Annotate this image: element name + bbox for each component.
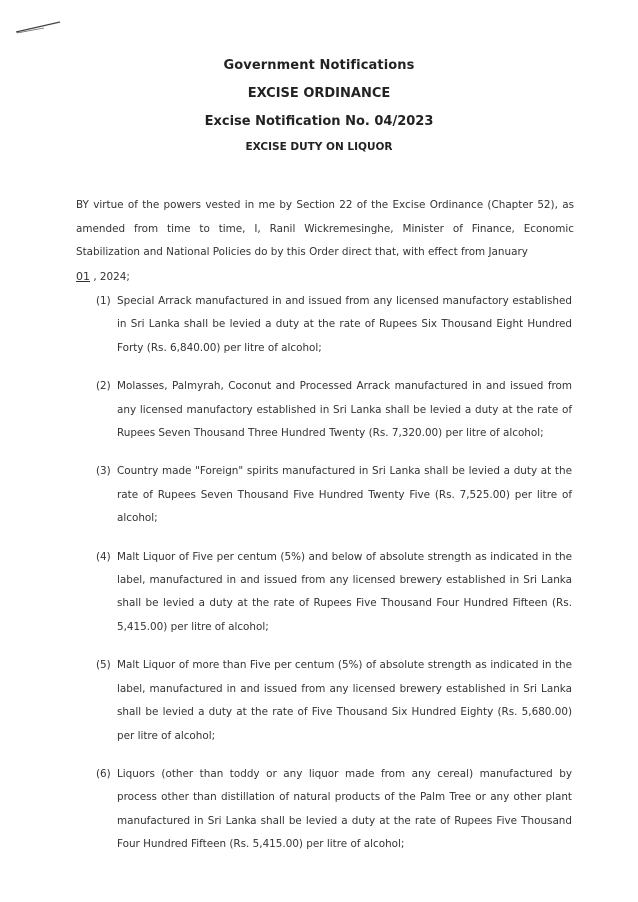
clause-item	[96, 375, 572, 445]
handwritten-date-day: 01	[76, 269, 90, 283]
intro-paragraph	[76, 194, 574, 289]
header-government-notifications: Government Notifications	[223, 58, 415, 73]
clause-text: Liquors (other than toddy or any liquor made from any cereal) manufactured by process other than distillation of natural products of the Palm Tree or any other plant manufactured in Sri Lanka shall be levied a duty at the rate of Rupees Five Thousand Four Hundred Fifteen (Rs. 5,415.00) per litre of alcohol;	[117, 767, 572, 851]
clause-item	[96, 763, 572, 857]
pen-stroke-mark	[14, 18, 62, 38]
clause-number: (4)	[96, 550, 111, 563]
clause-text: Country made "Foreign" spirits manufactured in Sri Lanka shall be levied a duty at the rate of Rupees Seven Thousand Five Hundred Twenty Five (Rs. 7,525.00) per litre of alcohol;	[117, 465, 572, 525]
intro-text: BY virtue of the powers vested in me by Section 22 of the Excise Ordinance (Chapter 52), as amended from time to time, I, Ranil Wickremesinghe, Minister of Finance, Economic Stabilization and National Policies do by this Order direct that, with effect from January	[76, 199, 574, 258]
clause-text: Malt Liquor of Five per centum (5%) and below of absolute strength as indicated in the label, manufactured in and issued from any licensed brewery established in Sri Lanka shall be levied a duty at the rate of Rupees Five Thousand Four Hundred Fifteen (Rs. 5,415.00) per litre of alcohol;	[117, 550, 572, 633]
clause-item	[96, 290, 572, 360]
clause-text: Special Arrack manufactured in and issued from any licensed manufactory established in Sri Lanka shall be levied a duty at the rate of Rupees Six Thousand Eight Hundred Forty (Rs. 6,840.00) per litre of alcohol;	[117, 295, 572, 354]
clause-number: (6)	[96, 767, 111, 780]
clause-number: (5)	[96, 659, 111, 672]
header-notification-number: Excise Notification No. 04/2023	[204, 114, 434, 129]
clause-item	[96, 654, 572, 748]
clause-number: (1)	[96, 295, 111, 307]
header-ordinance-title: EXCISE ORDINANCE	[247, 86, 391, 101]
document-header	[0, 58, 638, 153]
clause-item	[96, 546, 572, 640]
clause-text: Malt Liquor of more than Five per centum (5%) of absolute strength as indicated in the label, manufactured in and issued from any licensed brewery established in Sri Lanka shall be levied a duty at the rate of Five Thousand Six Hundred Eighty (Rs. 5,680.00) per litre of alcohol;	[117, 659, 572, 742]
clause-item	[96, 460, 572, 530]
header-subject: EXCISE DUTY ON LIQUOR	[245, 141, 393, 153]
clause-number: (2)	[96, 380, 111, 393]
clause-text: Molasses, Palmyrah, Coconut and Processed Arrack manufactured in and issued from any licensed manufactory established in Sri Lanka shall be levied a duty at the rate of Rupees Seven Thousand Three Hundred Twenty (Rs. 7,320.00) per litre of alcohol;	[117, 380, 572, 440]
clauses-list	[96, 290, 572, 857]
intro-text-year: , 2024;	[93, 270, 130, 283]
clause-number: (3)	[96, 465, 111, 478]
